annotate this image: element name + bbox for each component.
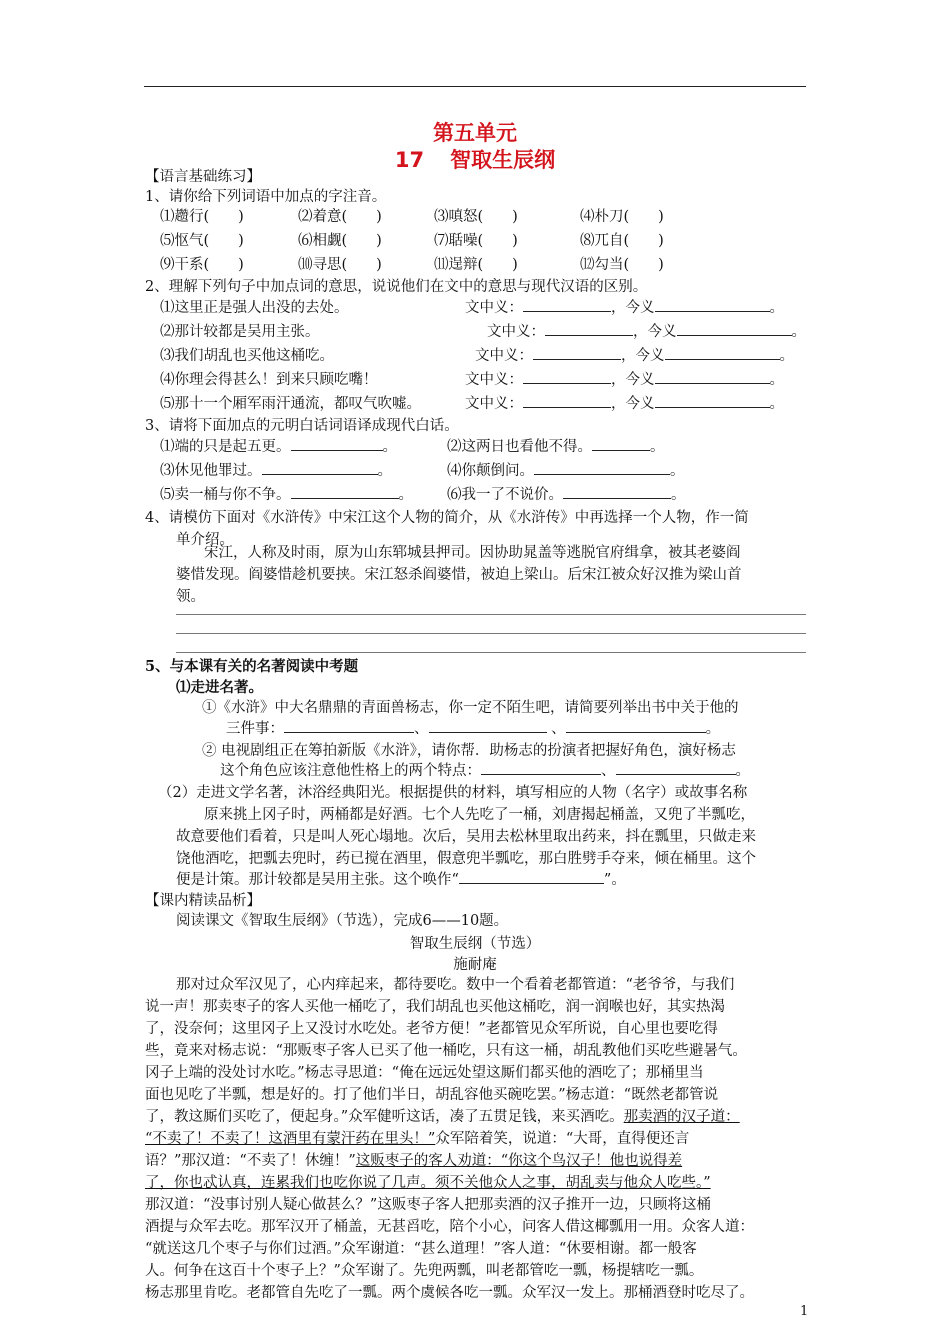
q2-item: ⑶我们胡乱也买他这桶吃。 <box>160 348 334 364</box>
answer-blank[interactable] <box>616 760 736 775</box>
q1-item: ⑺聒噪( ) <box>434 233 518 249</box>
answer-blank[interactable] <box>523 393 611 408</box>
question-3: 3、请将下面加点的元明白话词语译成现代白话。 <box>145 418 459 434</box>
q5-item-2: ② 电视剧组正在筹拍新版《水浒》，请你帮．助杨志的扮演者把握好角色，演好杨志 <box>202 743 736 759</box>
underlined-sentence: 那卖酒的汉子道： <box>623 1109 740 1125</box>
section-reading-heading: 【课内精读品析】 <box>145 893 261 909</box>
q5-passage-4: 便是计策。那计较都是吴用主张。这个唤作“ ”。 <box>176 869 626 891</box>
section-basic-heading: 【语言基础练习】 <box>145 169 261 185</box>
q5-item-1-cont: 三件事： 、 、 。 <box>226 718 720 740</box>
answer-blank[interactable] <box>481 760 601 775</box>
writing-line[interactable] <box>176 633 806 634</box>
excerpt-line: 说一声！那卖枣子的客人买他一桶吃了，我们胡乱也买他这桶吃，润一润喉也好，其实热渴 <box>145 999 725 1015</box>
excerpt-title: 智取生辰纲（节选） <box>409 936 541 952</box>
q5-passage-2: 故意要他们看着，只是叫人死心塌地。次后，吴用去松林里取出药来，抖在瓢里，只做走来 <box>176 829 756 845</box>
q5-sub-2: （2）走进文学名著，沐浴经典阳光。根据提供的材料，填写相应的人物（名字）或故事名称 <box>158 785 748 801</box>
q1-item: ⑵着意( ) <box>298 209 382 225</box>
q5-item-2-cont: 这个角色应该注意他性格上的两个特点： 、 。 <box>220 760 750 782</box>
excerpt-author: 施耐庵 <box>453 957 497 973</box>
q2-item: ⑷你理会得甚么！到来只顾吃嘴！ <box>160 372 378 388</box>
q3-row-2: ⑶休见他罪过。 。 <box>160 460 392 482</box>
underlined-sentence: 这贩枣子的客人劝道：“你这个鸟汉子！他也说得差 <box>355 1153 683 1169</box>
writing-line[interactable] <box>176 614 806 615</box>
answer-blank[interactable] <box>262 460 378 475</box>
reading-intro: 阅读课文《智取生辰纲》（节选），完成6——10题。 <box>176 913 509 929</box>
lesson-title <box>0 144 950 174</box>
q1-item: ⑼干系( ) <box>160 257 244 273</box>
lesson-name: 智取生辰纲 <box>450 148 556 172</box>
answer-blank[interactable] <box>291 484 399 499</box>
excerpt-line: 了，教这厮们买吃了，便起身。”众军健听这话，凑了五贯足钱，来买酒吃。那卖酒的汉子道： <box>145 1109 740 1125</box>
q5-passage-1: 原来挑上冈子时，两桶都是好酒。七个人先吃了一桶，刘唐揭起桶盖，又兜了半瓢吃， <box>204 807 755 823</box>
excerpt-line: 杨志那里肯吃。老都管自先吃了一瓢。两个虞候各吃一瓢。众军汉一发上。那桶酒登时吃尽了。 <box>145 1285 754 1301</box>
q2-item: ⑸那十一个厢军雨汗通流，都叹气吹嘘。 <box>160 396 421 412</box>
q2-answer: 文中义： ，今义 。 <box>465 369 784 391</box>
unit-title: 第五单元 <box>433 121 517 145</box>
q1-item: ⑾逞辩( ) <box>434 257 518 273</box>
q2-answer: 文中义： ，今义 。 <box>465 297 784 319</box>
q2-answer: 文中义： ，今义 。 <box>465 393 784 415</box>
q3-row-3b: ⑹我一了不说价。 。 <box>447 484 686 506</box>
excerpt-line: 些，竟来对杨志说：“那贩枣子客人已买了他一桶吃，只有这一桶，胡乱教他们买吃些避暑气。 <box>145 1043 747 1059</box>
answer-blank[interactable] <box>533 345 621 360</box>
answer-blank[interactable] <box>284 718 414 733</box>
q3-row-2b: ⑷你颠倒问。 。 <box>447 460 685 482</box>
q5-passage-3: 饶他酒吃，把瓢去兜时，药已搅在酒里，假意兜半瓢吃，那白胜劈手夺来，倾在桶里。这个 <box>176 851 756 867</box>
q1-item: ⑷朴刀( ) <box>580 209 664 225</box>
songjiang-intro-1: 宋江，人称及时雨，原为山东郓城县押司。因协助晁盖等逃脱官府缉拿，被其老婆阎 <box>204 545 741 561</box>
answer-blank[interactable] <box>534 460 670 475</box>
q1-item: ⑽寻思( ) <box>298 257 382 273</box>
songjiang-intro-2: 婆惜发现。阎婆惜趁机要挟。宋江怒杀阎婆惜，被迫上梁山。后宋江被众好汉推为梁山首 <box>176 567 742 583</box>
answer-blank[interactable] <box>459 869 604 884</box>
q1-item: ⑻兀自( ) <box>580 233 664 249</box>
question-2: 2、理解下列句子中加点词的意思，说说他们在文中的意思与现代汉语的区别。 <box>145 279 648 295</box>
excerpt-line: 那对过众军汉见了，心内痒起来，都待要吃。数中一个看着老都管道：“老爷爷，与我们 <box>176 977 735 993</box>
q3-row-1: ⑴端的只是起五更。 。 <box>160 436 397 458</box>
excerpt-line: 冈子上端的没处讨水吃。”杨志寻思道：“俺在远远处望这厮们都买他的酒吃了；那桶里当 <box>145 1065 704 1081</box>
excerpt-line: 那汉道：“没事讨别人疑心做甚么？”这贩枣子客人把那卖酒的汉子推开一边，只顾将这桶 <box>145 1197 711 1213</box>
answer-blank[interactable] <box>665 345 780 360</box>
answer-blank[interactable] <box>429 718 547 733</box>
answer-blank[interactable] <box>655 297 770 312</box>
q5-sub-1: ⑴走进名著。 <box>176 679 263 696</box>
lesson-number: 17 <box>394 148 425 172</box>
excerpt-line: 面也见吃了半瓢，想是好的。打了他们半日，胡乱容他买碗吃罢。”杨志道：“既然老都管说 <box>145 1087 719 1103</box>
answer-blank[interactable] <box>563 484 671 499</box>
songjiang-intro-3: 领。 <box>176 589 205 605</box>
writing-line[interactable] <box>176 652 806 653</box>
excerpt-line: “不卖了！不卖了！这酒里有蒙汗药在里头！”众军陪着笑，说道：“大哥，直得便还言 <box>145 1131 690 1147</box>
question-5-heading: 5、与本课有关的名著阅读中考题 <box>145 658 359 675</box>
q2-answer: 文中义： ，今义 。 <box>475 345 794 367</box>
q2-item: ⑴这里正是强人出没的去处。 <box>160 300 349 316</box>
underlined-sentence: “不卖了！不卖了！这酒里有蒙汗药在里头！” <box>145 1131 436 1147</box>
page-number: 1 <box>800 1304 809 1319</box>
answer-blank[interactable] <box>566 718 706 733</box>
answer-blank[interactable] <box>655 393 770 408</box>
excerpt-line: 人。何争在这百十个枣子上？”众军谢了。先兜两瓢，叫老都管吃一瓢，杨提辖吃一瓢。 <box>145 1263 704 1279</box>
q5-item-1: ①《水浒》中大名鼎鼎的青面兽杨志，你一定不陌生吧，请简要列举出书中关于他的 <box>202 700 739 716</box>
q1-item: ⑴趱行( ) <box>160 209 244 225</box>
excerpt-line: 语？”那汉道：“不卖了！休缠！”这贩枣子的客人劝道：“你这个鸟汉子！他也说得差 <box>145 1153 683 1169</box>
excerpt-line: 了，你也忒认真，连累我们也吃你说了几声。须不关他众人之事，胡乱卖与他众人吃些。” <box>145 1175 711 1191</box>
q1-item: ⑹相觑( ) <box>298 233 382 249</box>
answer-blank[interactable] <box>677 321 792 336</box>
excerpt-line: “就送这几个枣子与你们过酒。”众军谢道：“甚么道理！”客人道：“休要相谢。都一般客 <box>145 1241 697 1257</box>
q2-item: ⑵那计较都是吴用主张。 <box>160 324 320 340</box>
excerpt-line: 酒提与众军去吃。那军汉开了桶盖，无甚舀吃，陪个小心，问客人借这椰瓢用一用。众客人道： <box>145 1219 754 1235</box>
answer-blank[interactable] <box>592 436 650 451</box>
answer-blank[interactable] <box>523 297 611 312</box>
answer-blank[interactable] <box>545 321 633 336</box>
excerpt-line: 了，没奈何；这里冈子上又没讨水吃处。老爷方便！”老都管见众军所说，自心里也要吃得 <box>145 1021 718 1037</box>
question-4: 4、请模仿下面对《水浒传》中宋江这个人物的简介，从《水浒传》中再选择一个人物，作一简 <box>145 510 749 526</box>
question-4-cont: 单介绍。 <box>176 532 234 548</box>
q1-item: ⑶嗔怒( ) <box>434 209 518 225</box>
header-rule <box>144 86 806 87</box>
answer-blank[interactable] <box>523 369 611 384</box>
answer-blank[interactable] <box>655 369 770 384</box>
q1-item: ⑸怄气( ) <box>160 233 244 249</box>
q1-item: ⑿勾当( ) <box>580 257 664 273</box>
q3-row-1b: ⑵这两日也看他不得。 。 <box>447 436 665 458</box>
q3-row-3: ⑸卖一桶与你不争。 。 <box>160 484 413 506</box>
answer-blank[interactable] <box>291 436 383 451</box>
question-1: 1、请你给下列词语中加点的字注音。 <box>145 189 387 205</box>
q2-answer: 文中义： ，今义 。 <box>487 321 806 343</box>
